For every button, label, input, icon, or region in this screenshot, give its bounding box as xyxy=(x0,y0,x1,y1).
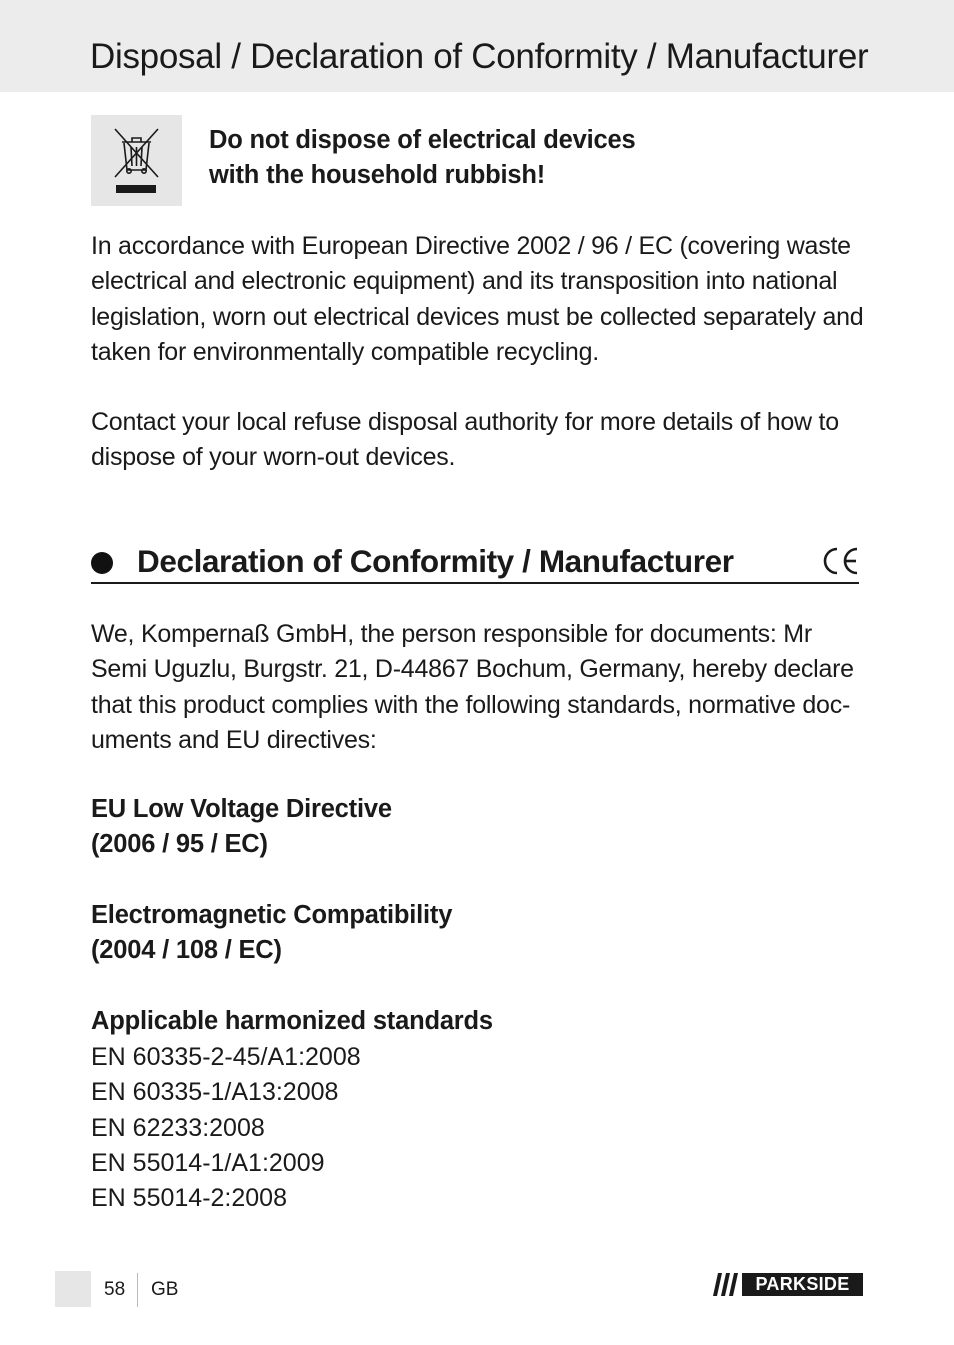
harmonized-standards-heading xyxy=(91,1004,493,1039)
text-line: legislation, worn out electrical devices must be collected separately and xyxy=(91,302,864,331)
section-heading: Declaration of Conformity / Manufacturer xyxy=(137,543,734,579)
list-item: EN 60335-2-45/A1:2008 xyxy=(91,1043,361,1071)
language-code: GB xyxy=(151,1279,179,1300)
text-line: that this product complies with the following standards, normative doc- xyxy=(91,690,851,719)
warning-line: Do not dispose of electrical devices xyxy=(209,126,636,154)
disposal-paragraph xyxy=(91,229,863,370)
text-line: electrical and electronic equipment) and its transposition into national xyxy=(91,267,838,296)
directive-title: EU Low Voltage Directive xyxy=(91,795,392,823)
text-line: Semi Uguzlu, Burgstr. 21, D-44867 Bochum, Germany, hereby declare xyxy=(91,655,854,684)
ce-mark-icon xyxy=(822,546,860,576)
directive-number: (2004 / 108 / EC) xyxy=(91,936,282,965)
page-title: Disposal / Declaration of Conformity / Manufacturer xyxy=(90,37,869,76)
emc-directive xyxy=(91,898,452,969)
warning-line: with the household rubbish! xyxy=(209,161,545,189)
directive-title: Electromagnetic Compatibility xyxy=(91,901,453,929)
text-line: taken for environmentally compatible recycling. xyxy=(91,337,599,366)
text-line: Contact your local refuse disposal authority for more details of how to xyxy=(91,408,839,436)
section-bullet-icon xyxy=(91,552,113,574)
logo-stripes-icon xyxy=(713,1273,741,1296)
list-item: EN 55014-2:2008 xyxy=(91,1184,287,1213)
list-item: EN 62233:2008 xyxy=(91,1113,265,1142)
text-line: dispose of your worn-out devices. xyxy=(91,443,456,472)
standards-heading-text: Applicable harmonized standards xyxy=(91,1007,493,1035)
conformity-intro xyxy=(91,617,854,758)
list-item: EN 55014-1/A1:2009 xyxy=(91,1148,325,1177)
disposal-warning xyxy=(209,123,635,193)
crossed-out-wheelie-bin-icon xyxy=(91,115,182,206)
footer-marker xyxy=(55,1271,91,1307)
standards-list xyxy=(91,1040,361,1216)
text-line: uments and EU directives: xyxy=(91,725,377,754)
low-voltage-directive xyxy=(91,792,392,863)
directive-number: (2006 / 95 / EC) xyxy=(91,830,268,859)
section-divider xyxy=(91,582,859,584)
brand-name: PARKSIDE xyxy=(742,1273,863,1296)
disposal-contact-paragraph xyxy=(91,405,839,476)
text-line: We, Kompernaß GmbH, the person responsible for documents: Mr xyxy=(91,620,812,648)
list-item: EN 60335-1/A13:2008 xyxy=(91,1078,339,1107)
brand-logo xyxy=(713,1273,863,1296)
page-number: 58 xyxy=(104,1279,126,1300)
weee-icon-box xyxy=(91,115,182,206)
footer-divider xyxy=(137,1273,138,1307)
text-line: In accordance with European Directive 2002 / 96 / EC (covering waste xyxy=(91,232,851,260)
